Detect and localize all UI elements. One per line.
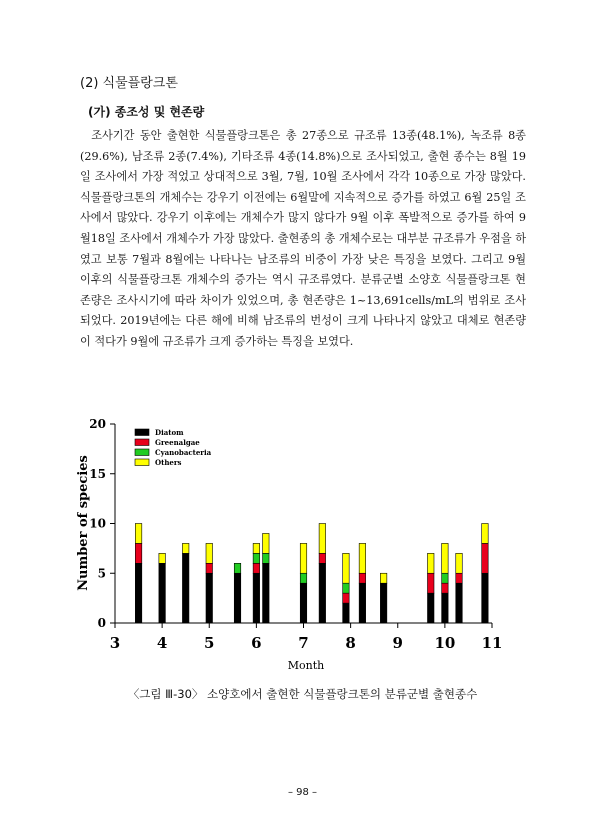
bar-segment-greenalgae [343, 593, 350, 603]
bar-segment-greenalgae [206, 563, 213, 573]
x-tick-label: 10 [434, 634, 456, 652]
legend-swatch-diatom [135, 429, 149, 436]
legend-label-diatom: Diatom [155, 428, 184, 437]
bar-segment-cyanobacteria [343, 583, 350, 593]
bar-segment-others [182, 543, 189, 553]
bar-segment-diatom [263, 563, 270, 623]
x-tick-label: 4 [156, 634, 168, 652]
bar-segment-greenalgae [319, 553, 326, 563]
bar-segment-cyanobacteria [442, 573, 449, 583]
y-tick-label: 15 [89, 466, 106, 481]
bar-segment-greenalgae [135, 543, 142, 563]
bar-segment-others [253, 543, 260, 553]
legend-label-cyanobacteria: Cyanobacteria [155, 448, 212, 457]
bar-segment-diatom [482, 573, 489, 623]
legend-swatch-greenalgae [135, 439, 149, 446]
bar-segment-others [319, 524, 326, 554]
bar-segment-others [482, 524, 489, 544]
bar-segment-diatom [206, 573, 213, 623]
bar-segment-cyanobacteria [234, 563, 241, 573]
species-count-chart [60, 410, 510, 678]
legend-label-others: Others [155, 458, 182, 467]
bar-segment-diatom [300, 583, 307, 623]
body-paragraph: 조사기간 동안 출현한 식물플랑크톤은 총 27종으로 규조류 13종(48.1%), 녹조류 8종(29.6%), 남조류 2종(7.4%), 기타조류 4종(14.8%)으로 조사되었고, 출현 종수는 8월 19일 조사에서 가장 적었고 상대적으로 3월, 7월, 10월 조사에서 각각 10종으로 가장 많았다. 식물플랑크톤의 개체수는 강우기 이전에는 6월말에 지속적으로 증가를 하였고 6월 25일 조사에서 많았다. 강우기 이후에는 개체수가 많지 않다가 9월 이후 폭발적으로 증가를 하여 9월18일 조사에서 개체수가 가장 많았다. 출현종의 총 개체수로는 대부분 규조류가 우점을 하였고 보통 7월과 8월에는 나타나는 남조류의 비중이 가장 낮은 특징을 보였다. 그리고 9월 이후의 식물플랑크톤 개체수의 증가는 역시 규조류였다. 분류군별 소양호 식물플랑크톤 현존량은 조사시기에 따라 차이가 있었으며, 총 현존량은 1~13,691cells/mL의 범위로 조사되었다. 2019년에는 다른 해에 비해 남조류의 번성이 크게 나타나지 않았고 대체로 현존량이 적다가 9월에 규조류가 크게 증가하는 특징을 보였다. [80, 129, 526, 348]
legend-label-greenalgae: Greenalgae [155, 438, 200, 447]
legend-swatch-cyanobacteria [135, 449, 149, 456]
bar-segment-diatom [182, 553, 189, 623]
x-tick-label: 3 [109, 634, 121, 652]
y-tick-label: 10 [89, 516, 106, 531]
bar-segment-diatom [319, 563, 326, 623]
bar-segment-greenalgae [253, 563, 260, 573]
bar-segment-diatom [135, 563, 142, 623]
sub-title: (가) 종조성 및 현존량 [88, 105, 205, 119]
bar-segment-others [427, 553, 434, 573]
bar-segment-diatom [442, 593, 449, 623]
y-tick-label: 20 [89, 417, 106, 431]
x-tick-label: 9 [392, 634, 403, 652]
bar-segment-others [359, 543, 366, 573]
bar-segment-others [135, 524, 142, 544]
bar-segment-diatom [380, 583, 387, 623]
bar-segment-greenalgae [456, 573, 463, 583]
page-number: – 98 – [287, 787, 318, 798]
bar-segment-diatom [234, 573, 241, 623]
bar-segment-greenalgae [482, 543, 489, 573]
bar-segment-others [159, 553, 166, 563]
bar-segment-diatom [359, 583, 366, 623]
body-text [80, 126, 526, 353]
x-tick-label: 6 [251, 634, 262, 652]
section-title: (2) 식물플랑크톤 [80, 76, 178, 91]
bar-segment-cyanobacteria [253, 553, 260, 563]
figure-caption: 〈그림 Ⅲ-30〉 소양호에서 출현한 식물플랑크톤의 분류군별 출현종수 [127, 687, 478, 701]
x-tick-label: 5 [204, 634, 215, 652]
bar-segment-greenalgae [442, 583, 449, 593]
x-tick-label: 8 [345, 634, 356, 652]
y-tick-label: 0 [97, 616, 106, 630]
bar-segment-diatom [343, 603, 350, 623]
bar-segment-diatom [456, 583, 463, 623]
y-axis-label: Number of species [76, 455, 91, 591]
bar-segment-others [380, 573, 387, 583]
bar-segment-others [456, 553, 463, 573]
y-tick-label: 5 [97, 566, 106, 581]
x-tick-label: 11 [481, 634, 503, 652]
bar-segment-others [300, 543, 307, 573]
bar-segment-others [206, 543, 213, 563]
x-tick-label: 7 [298, 634, 309, 652]
bar-segment-greenalgae [359, 573, 366, 583]
bar-segment-others [263, 533, 270, 553]
bar-segment-others [442, 543, 449, 573]
bar-segment-greenalgae [427, 573, 434, 593]
x-axis-label: Month [287, 659, 325, 672]
bar-segment-others [343, 553, 350, 583]
bar-segment-diatom [253, 573, 260, 623]
bar-segment-cyanobacteria [263, 553, 270, 563]
bar-segment-diatom [159, 563, 166, 623]
bar-segment-diatom [427, 593, 434, 623]
legend-swatch-others [135, 459, 149, 466]
bar-segment-cyanobacteria [300, 573, 307, 583]
